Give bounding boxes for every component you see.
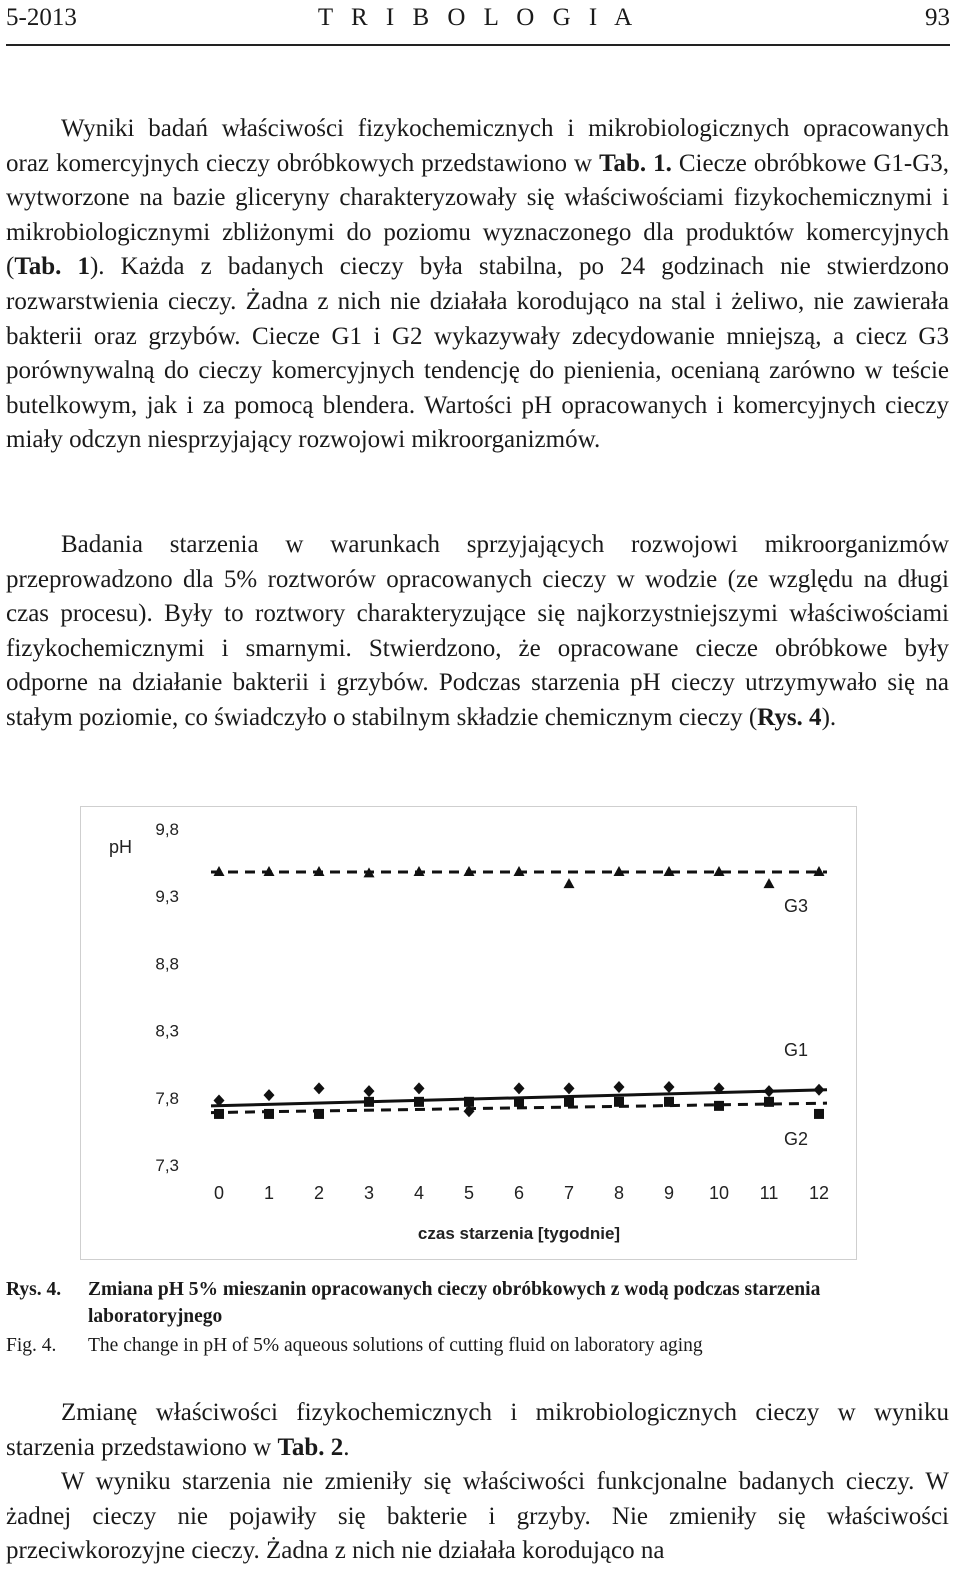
paragraph-text: Wyniki badań właściwości fizykochemicznych i mikrobiologicznych opracowanych oraz komercyjnych cieczy obróbkowych przedstawiono w — [6, 115, 949, 177]
reference-text: Tab. 2 — [277, 1433, 344, 1461]
journal-name: T R I B O L O G I A — [317, 4, 639, 31]
y-tick-label: 8,3 — [155, 1021, 179, 1041]
x-tick-label: 6 — [513, 1183, 525, 1203]
data-point-g2 — [814, 1109, 824, 1119]
data-point-g1 — [564, 1082, 575, 1094]
data-point-g1 — [464, 1105, 475, 1117]
series-label-g1: G1 — [784, 1040, 809, 1060]
data-point-g2 — [764, 1097, 774, 1107]
data-point-g2 — [264, 1109, 274, 1119]
data-point-g2 — [414, 1097, 424, 1107]
paragraph-text: Badania starzenia w warunkach sprzyjających rozwojowi mikroorganizmów przeprowadzono dla 5% roztworów opracowanych cieczy w wodzie (ze względu na długi czas procesu). Były to roztwory charakteryzujące się najkorzystniejszymi właściwościami fizykochemicznymi i smarnymi. Stwierdzono, że opracowane ciecze obróbkowe były odporne na działanie bakterii i grzybów. Podczas starzenia pH cieczy utrzymywało się na stałym poziomie, co świadczyło o stabilnym składzie chemicznym cieczy ( — [6, 531, 949, 731]
data-point-g1 — [414, 1082, 425, 1094]
data-point-g2 — [714, 1101, 724, 1111]
paragraph-results — [6, 112, 949, 458]
series-label-g2: G2 — [784, 1129, 809, 1149]
caption-label-en: Fig. 4. — [6, 1335, 57, 1356]
x-tick-label: 5 — [463, 1183, 475, 1203]
x-tick-label: 11 — [759, 1183, 779, 1203]
y-tick-label: 9,3 — [155, 887, 179, 907]
x-tick-label: 0 — [213, 1183, 225, 1203]
data-point-g1 — [314, 1082, 325, 1094]
x-tick-label: 4 — [413, 1183, 425, 1203]
y-tick-label: 7,3 — [155, 1156, 179, 1175]
paragraph-text: W wyniku starzenia nie zmieniły się właściwości funkcjonalne badanych cieczy. W żadnej cieczy nie pojawiły się bakterie i grzyby. Nie zmieniły się właściwości przeciwkorozyjne cieczy. Żadna z nich nie działała korodująco na — [6, 1468, 949, 1565]
y-axis-label: pH — [109, 837, 133, 857]
data-point-g2 — [664, 1097, 674, 1107]
x-tick-label: 9 — [663, 1183, 675, 1203]
paragraph-functional — [6, 1465, 949, 1569]
running-header — [6, 0, 950, 46]
x-tick-label: 12 — [808, 1183, 830, 1203]
series-label-g3: G3 — [784, 896, 809, 916]
paragraph-text: Zmianę właściwości fizykochemicznych i mikrobiologicznych cieczy w wyniku starzenia przedstawiono w — [6, 1399, 949, 1461]
x-tick-label: 3 — [363, 1183, 375, 1203]
caption-label-pl: Rys. 4. — [6, 1279, 62, 1300]
x-tick-label: 7 — [563, 1183, 575, 1203]
y-tick-label: 9,8 — [155, 820, 179, 839]
paragraph-aging — [6, 528, 949, 736]
paragraph-text: . — [343, 1433, 350, 1461]
paragraph-text: ). — [821, 703, 837, 731]
x-tick-label: 1 — [263, 1183, 275, 1203]
reference-text: Rys. 4 — [757, 703, 822, 731]
data-point-g2 — [364, 1097, 374, 1107]
reference-text: Tab. 1. — [599, 149, 672, 177]
x-tick-label: 8 — [613, 1183, 625, 1203]
data-point-g2 — [314, 1109, 324, 1119]
data-point-g2 — [614, 1097, 624, 1107]
data-point-g1 — [664, 1081, 675, 1093]
ph-chart — [81, 807, 856, 1259]
data-point-g1 — [764, 1085, 775, 1097]
data-point-g1 — [514, 1082, 525, 1094]
page-number: 93 — [925, 4, 950, 31]
x-tick-label: 2 — [313, 1183, 325, 1203]
x-tick-label: 10 — [708, 1183, 730, 1203]
reference-text: Tab. 1 — [14, 253, 90, 281]
paragraph-text: Ciecze obróbkowe G1-G3, wytworzone na bazie gliceryny charakteryzowały się właściwościami fizykochemicznymi i mikrobiologicznymi zbliżonymi do poziomu wyznaczonego dla produktów komercyjnych ( — [6, 149, 949, 281]
data-point-g2 — [564, 1097, 574, 1107]
data-point-g1 — [814, 1084, 825, 1096]
y-tick-label: 8,8 — [155, 954, 179, 974]
data-point-g3 — [764, 878, 775, 888]
y-tick-label: 7,8 — [155, 1088, 179, 1108]
data-point-g2 — [214, 1109, 224, 1119]
x-axis-label: czas starzenia [tygodnie] — [417, 1224, 621, 1243]
caption-text-en: The change in pH of 5% aqueous solutions of cutting fluid on laboratory aging — [88, 1335, 703, 1356]
data-point-g2 — [514, 1097, 524, 1107]
paragraph-table2 — [6, 1396, 949, 1465]
data-point-g1 — [364, 1085, 375, 1097]
data-point-g2 — [464, 1097, 474, 1107]
data-point-g1 — [264, 1089, 275, 1101]
paragraph-text: ). Każda z badanych cieczy była stabilna, po 24 godzinach nie stwierdzono rozwarstwienia cieczy. Żadna z nich nie działała korodująco na stal i żeliwo, nie zawierała bakterii oraz grzybów. Ciecze G1 i G2 wykazywały zdecydowanie mniejszą, a ciecz G3 porównywalną do cieczy komercyjnych tendencję do pienienia, ocenianą zarówno w teście butelkowym, jak i za pomocą blendera. Wartości pH opracowanych i komercyjnych cieczy miały odczyn niesprzyjający rozwojowi mikroorganizmów. — [6, 253, 949, 454]
figure-ph-chart — [80, 806, 857, 1260]
issue-number: 5-2013 — [6, 4, 77, 31]
caption-text-pl: Zmiana pH 5% mieszanin opracowanych cieczy obróbkowych z wodą podczas starzenia laboratoryjnego — [88, 1279, 821, 1327]
data-point-g3 — [564, 878, 575, 888]
data-point-g1 — [614, 1081, 625, 1093]
